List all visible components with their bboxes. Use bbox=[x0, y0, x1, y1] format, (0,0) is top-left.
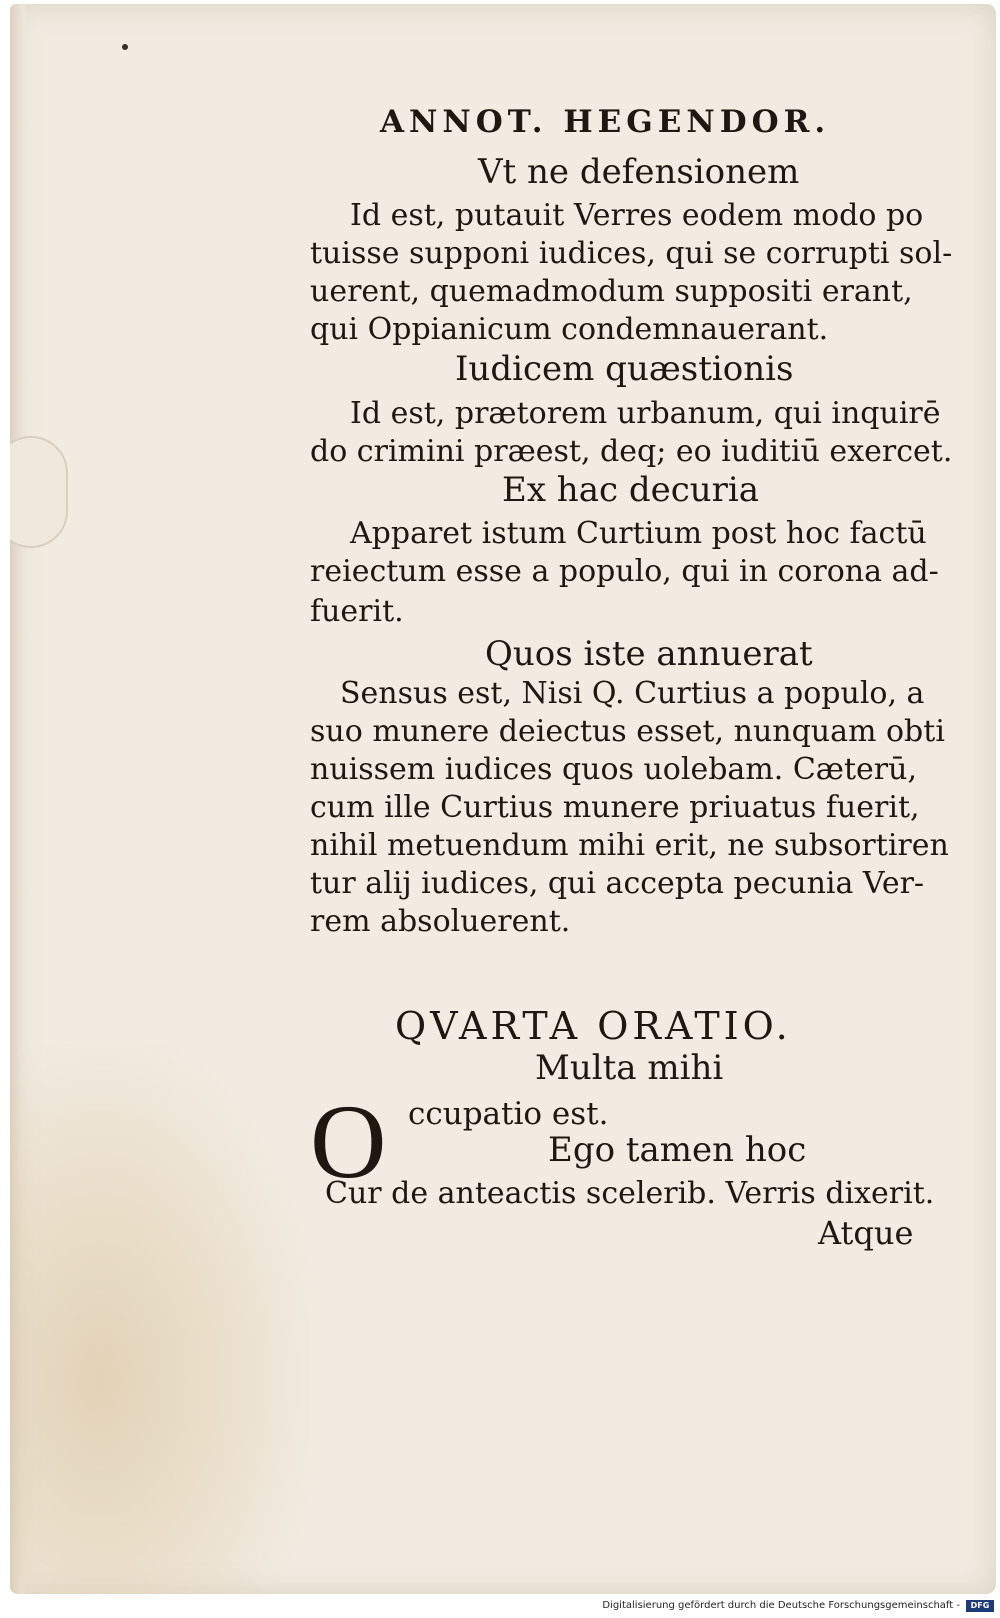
water-stain bbox=[10, 1044, 310, 1594]
text-line: tur alij iudices, qui accepta pecunia Ver- bbox=[310, 866, 925, 901]
text-line: fuerit. bbox=[310, 594, 404, 629]
text-line: Cur de anteactis scelerib. Verris dixerit. bbox=[325, 1176, 935, 1211]
text-line: Id est, putauit Verres eodem modo po bbox=[350, 198, 924, 233]
digitization-credit: Digitalisierung gefördert durch die Deutsche Forschungsgemeinschaft - bbox=[602, 1600, 960, 1611]
lemma-heading: Ex hac decuria bbox=[502, 470, 760, 510]
text-line: ccupatio est. bbox=[408, 1096, 609, 1132]
catchword: Atque bbox=[818, 1214, 914, 1252]
lemma-heading: Quos iste annuerat bbox=[485, 634, 813, 674]
lemma-heading: Iudicem quæstionis bbox=[455, 349, 794, 389]
text-line: tuisse supponi iudices, qui se corrupti sol- bbox=[310, 236, 953, 271]
text-line: Id est, prætorem urbanum, qui inquirē bbox=[350, 396, 941, 431]
text-line: nuissem iudices quos uolebam. Cæterū, bbox=[310, 752, 917, 787]
text-line: do crimini præest, deq; eo iuditiū exercet. bbox=[310, 434, 953, 469]
text-line: nihil metuendum mihi erit, ne subsortiren bbox=[310, 828, 949, 863]
lemma-heading: Vt ne defensionem bbox=[478, 152, 800, 192]
page-tab-notch bbox=[10, 436, 68, 548]
text-line: cum ille Curtius munere priuatus fuerit, bbox=[310, 790, 920, 825]
text-line: suo munere deiectus esset, nunquam obti bbox=[310, 714, 945, 749]
text-line: rem absoluerent. bbox=[310, 904, 571, 939]
running-head: ANNOT. HEGENDOR. bbox=[380, 104, 831, 140]
text-line: Apparet istum Curtium post hoc factū bbox=[350, 516, 927, 551]
ink-speck bbox=[122, 44, 128, 50]
lemma-heading: Multa mihi bbox=[535, 1048, 724, 1088]
text-line: reiectum esse a populo, qui in corona ad- bbox=[310, 554, 939, 589]
dfg-logo-icon: DFG bbox=[966, 1600, 994, 1612]
text-line: Sensus est, Nisi Q. Curtius a populo, a bbox=[340, 676, 925, 711]
lemma-heading: Ego tamen hoc bbox=[548, 1130, 807, 1170]
text-line: qui Oppianicum condemnauerant. bbox=[310, 312, 829, 347]
book-page bbox=[10, 4, 996, 1594]
text-line: uerent, quemadmodum suppositi erant, bbox=[310, 274, 913, 309]
section-heading: QVARTA ORATIO. bbox=[395, 1004, 792, 1048]
drop-cap-initial: O bbox=[310, 1083, 387, 1200]
